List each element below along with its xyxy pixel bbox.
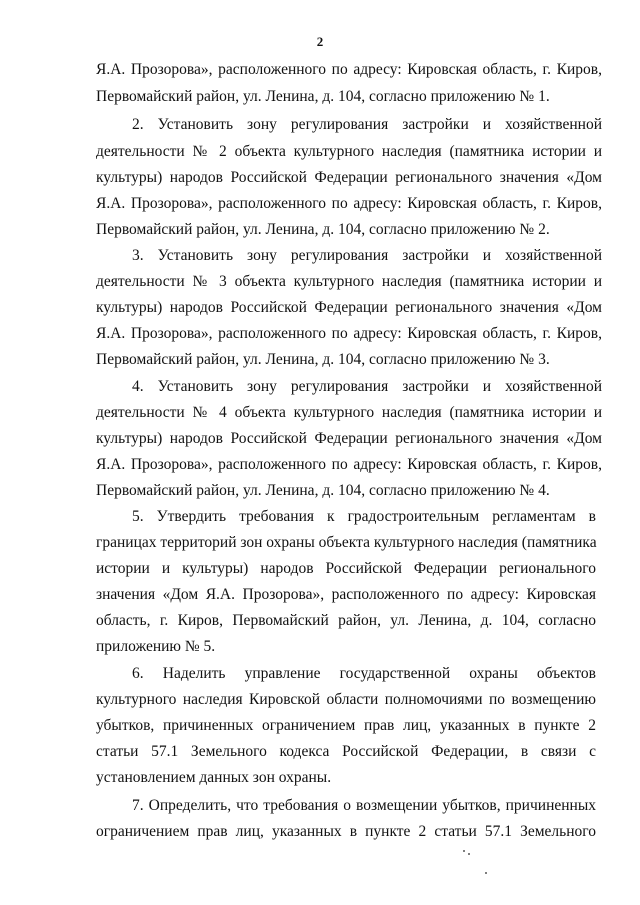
text-line: границах территорий зон охраны объекта культурного наследия (памятника xyxy=(96,534,597,551)
text-line: убытков, причиненных ограничением прав лиц, указанных в пункте 2 xyxy=(96,717,596,734)
scan-speck xyxy=(468,853,470,855)
text-line: Я.А. Прозорова», расположенного по адресу: Кировская область, г. Киров, xyxy=(96,61,602,78)
text-line: 7. Определить, что требования о возмещении убытков, причиненных xyxy=(132,797,596,814)
text-line: приложению № 5. xyxy=(96,638,216,655)
text-line: культуры) народов Российской Федерации регионального значения «Дом xyxy=(96,430,602,447)
page-number: 2 xyxy=(316,34,324,49)
text-line: деятельности № 3 объекта культурного наследия (памятника истории и xyxy=(96,273,602,290)
text-line: значения «Дом Я.А. Прозорова», расположенного по адресу: Кировская xyxy=(96,586,596,603)
text-line: 2. Установить зону регулирования застройки и хозяйственной xyxy=(132,116,602,133)
text-line: ограничением прав лиц, указанных в пункте 2 статьи 57.1 Земельного xyxy=(96,823,596,840)
text-line: 3. Установить зону регулирования застройки и хозяйственной xyxy=(132,247,602,264)
text-line: деятельности № 2 объекта культурного наследия (памятника истории и xyxy=(96,143,602,160)
text-line: культуры) народов Российской Федерации регионального значения «Дом xyxy=(96,299,602,316)
text-line: область, г. Киров, Первомайский район, ул. Ленина, д. 104, согласно xyxy=(96,612,596,629)
scan-speck xyxy=(463,850,465,852)
text-line: статьи 57.1 Земельного кодекса Российской Федерации, в связи с xyxy=(96,743,596,760)
text-line: Я.А. Прозорова», расположенного по адресу: Кировская область, г. Киров, xyxy=(96,325,602,342)
text-line: Первомайский район, ул. Ленина, д. 104, согласно приложению № 3. xyxy=(96,351,550,368)
text-line: 4. Установить зону регулирования застройки и хозяйственной xyxy=(132,378,602,395)
text-line: установлением данных зон охраны. xyxy=(96,769,332,786)
text-line: 6. Наделить управление государственной охраны объектов xyxy=(132,665,596,682)
text-line: Первомайский район, ул. Ленина, д. 104, согласно приложению № 4. xyxy=(96,482,550,499)
text-line: истории и культуры) народов Российской Федерации регионального xyxy=(96,560,596,577)
text-line: деятельности № 4 объекта культурного наследия (памятника истории и xyxy=(96,404,602,421)
text-line: Первомайский район, ул. Ленина, д. 104, согласно приложению № 1. xyxy=(96,88,550,105)
text-line: Я.А. Прозорова», расположенного по адресу: Кировская область, г. Киров, xyxy=(96,456,602,473)
text-line: Я.А. Прозорова», расположенного по адресу: Кировская область, г. Киров, xyxy=(96,195,602,212)
text-line: Первомайский район, ул. Ленина, д. 104, согласно приложению № 2. xyxy=(96,221,550,238)
scan-speck xyxy=(485,872,487,874)
text-line: 5. Утвердить требования к градостроительным регламентам в xyxy=(132,508,596,525)
text-line: культурного наследия Кировской области полномочиями по возмещению xyxy=(96,691,596,708)
text-line: культуры) народов Российской Федерации регионального значения «Дом xyxy=(96,169,602,186)
